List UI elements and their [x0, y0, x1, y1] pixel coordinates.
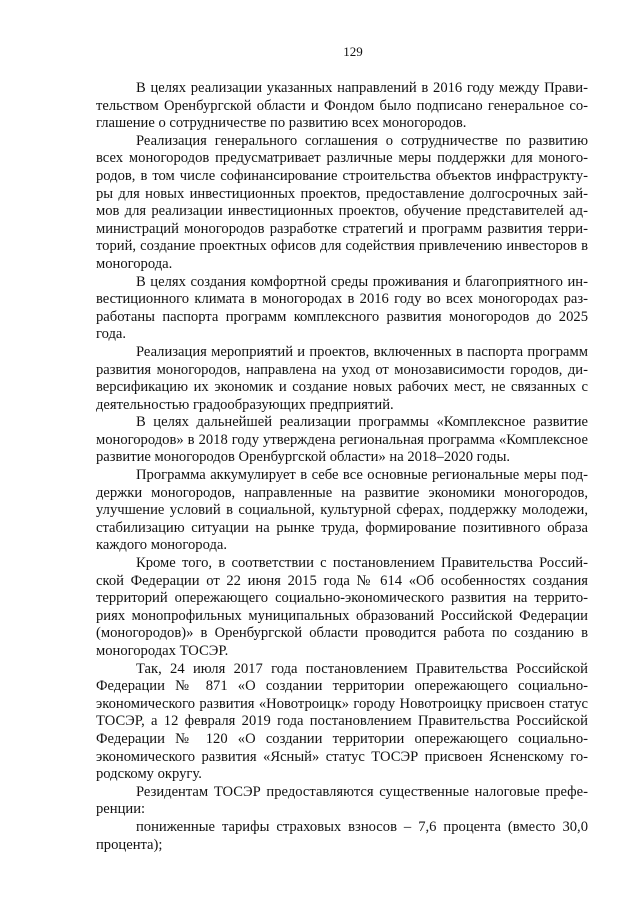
paragraph: Так, 24 июля 2017 года постановлением Правительства Российской Федерации № 871 «О создании территории опережающего социально-экономического развития «Новотроицк» городу Новотроицку присвоен статус ТОСЭР, а 12 февраля 2019 года постановлением Правительства Российской Федерации № 120 «О создании территории опережающего социально-экономического развития «Ясный» статус ТОСЭР присвоен Ясненскому городскому округу. [96, 660, 588, 783]
paragraph: В целях дальнейшей реализации программы «Комплексное развитие моногородов» в 2018 году утверждена региональная программа «Комплексное развитие моногородов Оренбургской области» на 2018–2020 годы. [96, 414, 588, 466]
paragraph: Кроме того, в соответствии с постановлением Правительства Российской Федерации от 22 июня 2015 года № 614 «Об особенностях создания территорий опережающего социально-экономического развития на территориях монопрофильных муниципальных образований Российской Федерации (моногородов)» в Оренбургской области проводится работа по созданию в моногородах ТОСЭР. [96, 555, 588, 659]
paragraph: Программа аккумулирует в себе все основные региональные меры поддержки моногородов, направленные на развитие экономики моногородов, улучшение условий в социальной, культурной сферах, поддержку молодежи, стабилизацию ситуации на рынке труда, формирование позитивного образа каждого моногорода. [96, 467, 588, 554]
paragraph: Резидентам ТОСЭР предоставляются существенные налоговые преференции: [96, 783, 588, 818]
paragraph: В целях создания комфортной среды проживания и благоприятного инвестиционного климата в моногородах в 2016 году во всех моногородах разработаны паспорта программ комплексного развития моногородов до 2025 года. [96, 273, 588, 343]
paragraph: Реализация мероприятий и проектов, включенных в паспорта программ развития моногородов, направлена на уход от монозависимости городов, диверсификацию их экономик и создание новых рабочих мест, не связанных с деятельностью градообразующих предприятий. [96, 343, 588, 413]
paragraph: Реализация генерального соглашения о сотрудничестве по развитию всех моногородов предусматривает различные меры поддержки для моногородов, в том числе софинансирование строительства объектов инфраструктуры для новых инвестиционных проектов, предоставление долгосрочных займов для реализации инвестиционных проектов, обучение представителей администраций моногородов разработке стратегий и программ развития территорий, создание проектных офисов для содействия привлечению инвесторов в моногорода. [96, 132, 588, 272]
paragraph: В целях реализации указанных направлений в 2016 году между Правительством Оренбургской области и Фондом было подписано генеральное соглашение о сотрудничестве по развитию всех моногородов. [96, 80, 588, 132]
paragraph: пониженные тарифы страховых взносов – 7,6 процента (вместо 30,0 процента); [96, 818, 588, 853]
body-text [96, 80, 588, 854]
page-number: 129 [343, 44, 363, 59]
